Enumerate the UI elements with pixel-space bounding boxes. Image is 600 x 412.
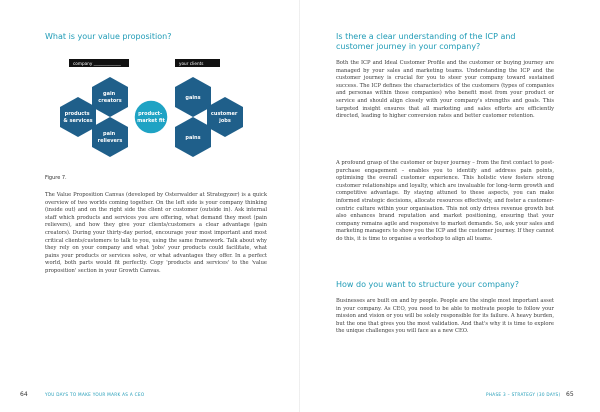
right-page bbox=[300, 0, 600, 412]
right-footer: PHASE 3 – STRATEGY (30 DAYS) bbox=[486, 392, 561, 397]
company-label: company _____________ bbox=[73, 61, 121, 66]
label-customer-jobs: customer jobs bbox=[210, 111, 238, 124]
figure-caption: Figure 7. bbox=[45, 175, 67, 181]
label-pains: pains bbox=[185, 135, 201, 141]
left-paragraph: The Value Proposition Canvas (developed by Osterwalder at Strategyzer) is a quick overview of two worlds coming together. On the left side is your company thinking (inside out) and on the right side the client or customer (outside in). Ask internal staff which products and services you are offering, what demand they meet (pain relievers), and how they give your clients/customers a clear advantage (gain creators). During your thirty-day period, encourage your most important and most critical clients/customers to talk to you, using the same framework. Talk about why they rely on your company and what 'jobs' your products could facilitate, what pains your products or services solve, or what advantages they offer. In a perfect world, both parts would fit perfectly. Copy 'products and services' to the 'value proposition' section in your Growth Canvas. bbox=[45, 192, 267, 274]
right-page-number: 65 bbox=[566, 391, 574, 398]
label-product-market-fit: product- market fit bbox=[137, 111, 165, 124]
product-market-fit-circle bbox=[134, 100, 168, 134]
label-gains: gains bbox=[185, 95, 201, 101]
label-pain-relievers: pain relievers bbox=[97, 131, 123, 144]
hex-customer-jobs bbox=[207, 97, 243, 137]
hex-pain-relievers bbox=[92, 117, 128, 157]
label-gain-creators: gain creators bbox=[98, 91, 122, 104]
value-proposition-canvas bbox=[40, 55, 280, 175]
hex-gain-creators bbox=[92, 77, 128, 117]
left-footer: YOU DAYS TO MAKE YOUR MARK AS A CEO bbox=[45, 392, 145, 397]
right-paragraph-icp: Both the ICP and Ideal Customer Profile and the customer or buying journey are managed by your sales and marketing teams. Understanding the ICP and the customer journey is crucial for you to steer your company toward sustained success. The ICP defines the characteristics of the customers (types of companies and personas within those companies) who benefit most from your product or service and should align closely with your company's strengths and goals. This targeted insight ensures that all marketing and sales efforts are efficiently directed, leading to higher conversion rates and better customer retention. bbox=[336, 60, 554, 120]
right-paragraph-structure: Businesses are built on and by people. People are the single most important asset in your company. As CEO, you need to be able to motivate people to follow your mission and vision or you will be solely responsible for its failure. A heavy burden, but the one that gives you the most validation. And that's why it is time to explore the unique challenges you will face as a new CEO. bbox=[336, 298, 554, 335]
hex-products-services bbox=[60, 97, 96, 137]
left-page-number: 64 bbox=[20, 391, 28, 398]
clients-label: your clients bbox=[179, 61, 204, 66]
right-paragraph-journey: A profound grasp of the customer or buyer journey – from the first contact to post-purchase engagement – enables you to identify and address pain points, optimising the overall customer experience. This holistic view fosters strong customer relationships and loyalty, which are invaluable for long-term growth and competitive advantage. By staying attuned to these aspects, you can make informed strategic decisions, allocate resources effectively, and foster a customer-centric culture within your organisation. This not only drives revenue growth but also enhances brand reputation and market positioning, ensuring that your company remains agile and responsive to market demands. So, ask your sales and marketing managers to show you the ICP and the customer journey. If they cannot do this, it is time to organise a workshop to align all teams. bbox=[336, 160, 554, 242]
right-heading-icp: Is there a clear understanding of the ICP and customer journey in your company? bbox=[336, 32, 516, 51]
right-heading-structure: How do you want to structure your company? bbox=[336, 280, 520, 289]
left-heading: What is your value proposition? bbox=[45, 32, 172, 41]
label-products-services: products & services bbox=[63, 111, 93, 124]
